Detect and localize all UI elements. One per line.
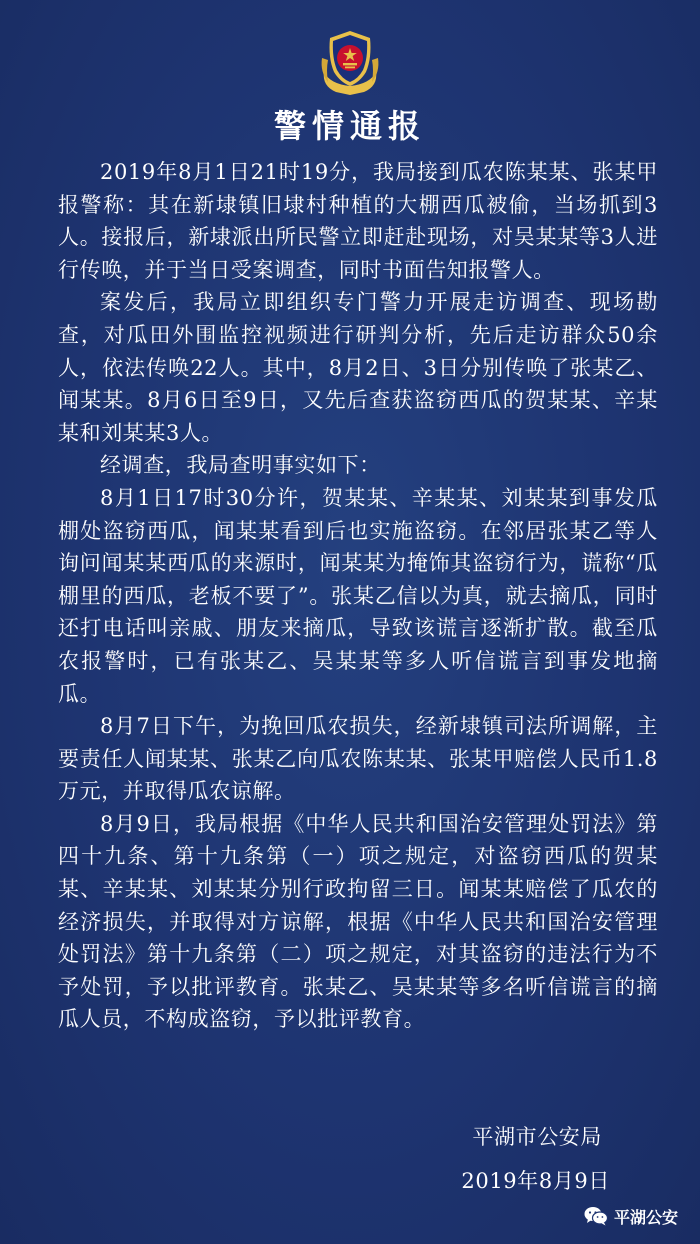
notice-title: 警情通报 — [273, 107, 426, 145]
wechat-watermark — [584, 1202, 678, 1230]
notice-body — [58, 156, 658, 1036]
paragraph-compensation: 8月7日下午，为挽回瓜农损失，经新埭镇司法所调解，主要责任人闻某某、张某乙向瓜农陈某某、张某甲赔偿人民币1.8万元，并取得瓜农谅解。 — [58, 714, 658, 804]
paragraph-penalty: 8月9日，我局根据《中华人民共和国治安管理处罚法》第四十九条、第十九条第（一）项之规定，对盗窃西瓜的贺某某、辛某某、刘某某分别行政拘留三日。闻某某赔偿了瓜农的经济损失，并取得对方谅解，根据《中华人民共和国治安管理处罚法》第十九条第（二）项之规定，对其盗窃的违法行为不予处罚，予以批评教育。张某乙、吴某某等多名听信谎言的摘瓜人员，不构成盗窃，予以批评教育。 — [58, 811, 658, 1032]
wechat-icon — [584, 1206, 608, 1226]
paragraph-facts: 8月1日17时30分许，贺某某、辛某某、刘某某到事发瓜棚处盗窃西瓜，闻某某看到后也实施盗窃。在邻居张某乙等人询问闻某某西瓜的来源时，闻某某为掩饰其盗窃行为，谎称“瓜棚里的西瓜，老板不要了”。张某乙信以为真，就去摘瓜，同时还打电话叫亲戚、朋友来摘瓜，导致该谎言逐渐扩散。截至瓜农报警时，已有张某乙、吴某某等多人听信谎言到事发地摘瓜。 — [58, 485, 658, 706]
signature-date: 2019年8月9日 — [461, 1169, 610, 1193]
wechat-account-name: 平湖公安 — [613, 1207, 678, 1227]
signature-organization: 平湖市公安局 — [472, 1125, 602, 1149]
paragraph-investigation: 案发后，我局立即组织专门警力开展走访调查、现场勘查，对瓜田外围监控视频进行研判分析，先后走访群众50余人，依法传唤22人。其中，8月2日、3日分别传唤了张某乙、闻某某。8月6日至9日，又先后查获盗窃西瓜的贺某某、辛某某和刘某某3人。 — [58, 290, 658, 445]
police-emblem-icon — [318, 28, 382, 96]
paragraph-report: 2019年8月1日21时19分，我局接到瓜农陈某某、张某甲报警称：其在新埭镇旧埭村种植的大棚西瓜被偷，当场抓到3人。接报后，新埭派出所民警立即赶赴现场，对吴某某等3人进行传唤，并于当日受案调查，同时书面告知报警人。 — [58, 160, 658, 282]
paragraph-findings-intro: 经调查，我局查明事实如下： — [100, 453, 381, 478]
